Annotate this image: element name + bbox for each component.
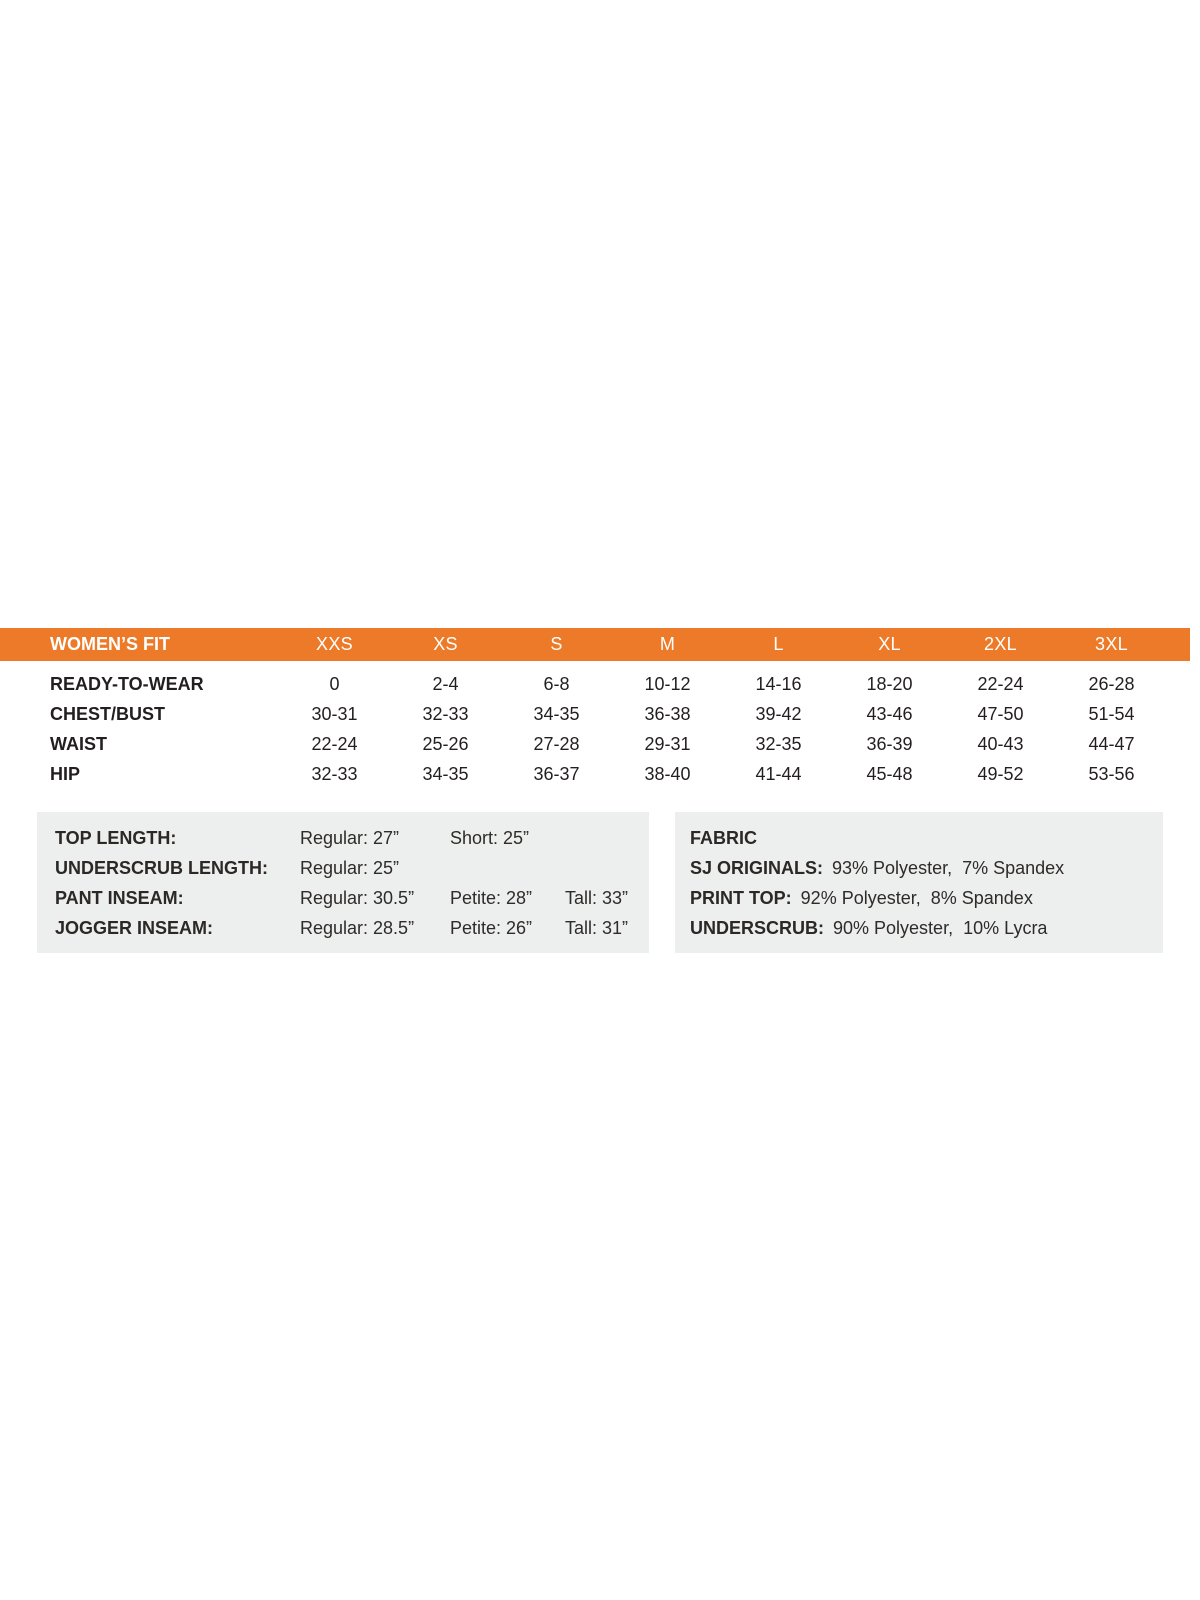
size-cell: 36-37	[533, 763, 580, 784]
size-cell: 32-33	[422, 703, 469, 724]
size-col-2xl: 2XL	[984, 634, 1017, 654]
pant-inseam-tall: Tall: 33”	[565, 887, 629, 908]
print-top-label: PRINT TOP:	[690, 887, 792, 908]
size-cell: 36-38	[644, 703, 691, 724]
size-col-l: L	[773, 634, 784, 654]
underscrub-label: UNDERSCRUB:	[690, 917, 824, 938]
sj-originals-label: SJ ORIGINALS:	[690, 857, 824, 878]
size-col-xxs: XXS	[316, 634, 353, 654]
size-cell: 34-35	[422, 763, 469, 784]
size-row-waist	[0, 729, 1190, 759]
print-top-content: 92% Polyester, 8% Spandex	[800, 887, 1033, 908]
pant-inseam-label: PANT INSEAM:	[55, 887, 184, 908]
underscrub-content: 90% Polyester, 10% Lycra	[833, 917, 1048, 938]
pant-inseam-regular: Regular: 30.5”	[300, 887, 415, 908]
pant-inseam-petite: Petite: 28”	[450, 887, 533, 908]
size-cell: 51-54	[1088, 703, 1135, 724]
jogger-inseam-label: JOGGER INSEAM:	[55, 917, 214, 938]
size-cell: 10-12	[644, 673, 691, 694]
fabric-title: FABRIC	[690, 827, 757, 848]
size-row-ready-to-wear	[0, 669, 1190, 699]
top-length-regular: Regular: 27”	[300, 827, 400, 848]
size-row-chest-bust	[0, 699, 1190, 729]
fabric-underscrub-row	[690, 913, 1163, 943]
underscrub-length-label: UNDERSCRUB LENGTH:	[55, 857, 268, 878]
sj-originals-content: 93% Polyester, 7% Spandex	[832, 857, 1065, 878]
size-chart-title: WOMEN’S FIT	[50, 634, 170, 654]
top-length-label: TOP LENGTH:	[55, 827, 177, 848]
size-cell: 27-28	[533, 733, 580, 754]
size-cell: 22-24	[977, 673, 1024, 694]
size-chart-header-row	[0, 628, 1190, 661]
size-cell: 40-43	[977, 733, 1024, 754]
row-label-hip: HIP	[50, 763, 81, 784]
jogger-inseam-row	[55, 913, 649, 943]
underscrub-length-row	[55, 853, 649, 883]
size-cell: 18-20	[866, 673, 913, 694]
size-cell: 36-39	[866, 733, 913, 754]
jogger-inseam-petite: Petite: 26”	[450, 917, 533, 938]
size-chart-body	[0, 661, 1190, 789]
size-col-xs: XS	[433, 634, 458, 654]
size-cell: 53-56	[1088, 763, 1135, 784]
pant-inseam-row	[55, 883, 649, 913]
fabric-print-top-row	[690, 883, 1163, 913]
size-col-xl: XL	[878, 634, 901, 654]
size-cell: 25-26	[422, 733, 469, 754]
jogger-inseam-tall: Tall: 31”	[565, 917, 629, 938]
top-length-short: Short: 25”	[450, 827, 530, 848]
size-cell: 49-52	[977, 763, 1024, 784]
size-cell: 6-8	[543, 673, 570, 694]
row-label-chest-bust: CHEST/BUST	[50, 703, 166, 724]
size-cell: 30-31	[311, 703, 358, 724]
size-col-3xl: 3XL	[1095, 634, 1128, 654]
womens-fit-size-chart	[0, 628, 1190, 789]
lengths-panel	[37, 812, 649, 953]
size-cell: 44-47	[1088, 733, 1135, 754]
size-cell: 43-46	[866, 703, 913, 724]
size-cell: 34-35	[533, 703, 580, 724]
jogger-inseam-regular: Regular: 28.5”	[300, 917, 415, 938]
top-length-row	[55, 823, 649, 853]
size-cell: 14-16	[755, 673, 802, 694]
size-cell: 32-35	[755, 733, 802, 754]
size-cell: 26-28	[1088, 673, 1135, 694]
fabric-sj-originals-row	[690, 853, 1163, 883]
size-row-hip	[0, 759, 1190, 789]
row-label-waist: WAIST	[50, 733, 107, 754]
size-cell: 0	[329, 673, 340, 694]
size-cell: 41-44	[755, 763, 802, 784]
size-col-s: S	[550, 634, 563, 654]
fabric-panel	[675, 812, 1163, 953]
row-label-ready-to-wear: READY-TO-WEAR	[50, 673, 204, 694]
fabric-title-row	[690, 823, 1163, 853]
size-col-m: M	[659, 634, 676, 654]
size-cell: 39-42	[755, 703, 802, 724]
size-cell: 38-40	[644, 763, 691, 784]
size-cell: 45-48	[866, 763, 913, 784]
size-cell: 2-4	[432, 673, 459, 694]
size-cell: 32-33	[311, 763, 358, 784]
size-cell: 47-50	[977, 703, 1024, 724]
underscrub-length-regular: Regular: 25”	[300, 857, 400, 878]
size-cell: 29-31	[644, 733, 691, 754]
size-cell: 22-24	[311, 733, 358, 754]
